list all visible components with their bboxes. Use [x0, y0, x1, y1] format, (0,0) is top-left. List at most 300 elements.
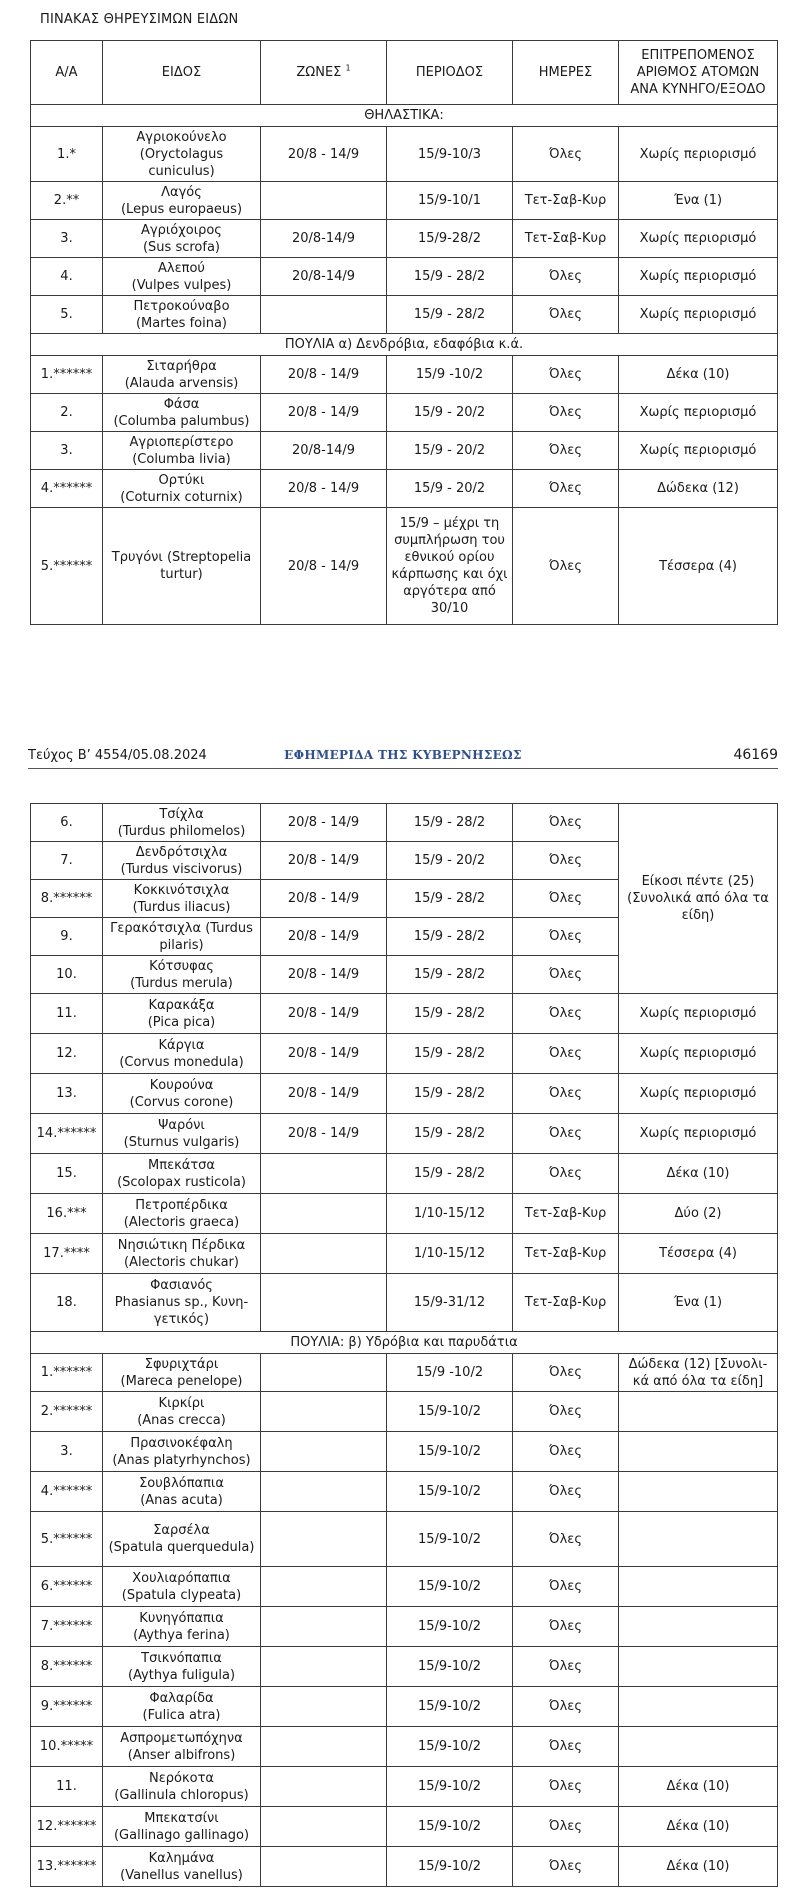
species-latin-name: (Vulpes vulpes) [131, 277, 232, 293]
zones-cell [261, 296, 387, 334]
zones-cell [261, 1392, 387, 1432]
allowed-cell [619, 1647, 778, 1687]
table-row [31, 1847, 778, 1887]
period-cell: 15/9-28/2 [387, 220, 513, 258]
species-common-name: Κάργια [158, 1037, 205, 1053]
row-number: 5. [31, 296, 103, 334]
zones-cell: 20/8 - 14/9 [261, 508, 387, 625]
species-latin-name: (Alectoris graeca) [123, 1214, 240, 1230]
species-latin-name: (Turdus iliacus) [132, 899, 231, 915]
period-cell: 15/9 -10/2 [387, 356, 513, 394]
days-cell: Όλες [513, 1354, 619, 1392]
zones-cell [261, 1472, 387, 1512]
table-row [31, 394, 778, 432]
allowed-cell: Ένα (1) [619, 182, 778, 220]
allowed-cell: Χωρίς περιορισμό [619, 220, 778, 258]
days-cell: Όλες [513, 1847, 619, 1887]
header-aa: Α/Α [31, 41, 103, 105]
days-cell: Όλες [513, 1432, 619, 1472]
species-cell [103, 1807, 261, 1847]
allowed-cell: Δώδεκα (12) [619, 470, 778, 508]
species-latin-name: (Alectoris chukar) [124, 1254, 239, 1270]
species-latin-name: (Lepus europaeus) [120, 201, 243, 217]
zones-cell [261, 1647, 387, 1687]
species-latin-name: turtur) [160, 567, 203, 582]
table-row [31, 508, 778, 625]
days-cell: Όλες [513, 956, 619, 994]
species-latin-name: (Sturnus vulgaris) [123, 1134, 240, 1150]
species-common-name: Σφυριχτάρι [144, 1356, 219, 1372]
zones-cell: 20/8 - 14/9 [261, 356, 387, 394]
days-cell: Τετ-Σαβ-Κυρ [513, 220, 619, 258]
species-cell [103, 880, 261, 918]
table-row [31, 470, 778, 508]
allowed-cell: Δέκα (10) [619, 1807, 778, 1847]
species-common-name: Δενδρότσιχλα [135, 844, 228, 860]
allowed-cell: Ένα (1) [619, 1274, 778, 1332]
species-cell [103, 1392, 261, 1432]
species-common-name: Ψαρόνι [158, 1117, 205, 1133]
zones-cell: 20/8 - 14/9 [261, 394, 387, 432]
allowed-cell: Χωρίς περιορισμό [619, 127, 778, 182]
species-latin-name: Phasianus sp., Κυνη-γετικός) [114, 1295, 249, 1327]
species-common-name: Φάσα [163, 396, 200, 412]
days-cell: Όλες [513, 394, 619, 432]
species-latin-name: (Corvus monedula) [119, 1054, 244, 1070]
days-cell: Όλες [513, 804, 619, 842]
zones-cell [261, 1727, 387, 1767]
table-row [31, 1392, 778, 1432]
period-cell: 15/9-10/2 [387, 1807, 513, 1847]
zones-cell [261, 182, 387, 220]
row-number: 11. [31, 994, 103, 1034]
page-number: 46169 [733, 747, 778, 763]
row-number: 1.* [31, 127, 103, 182]
species-latin-name: (Coturnix coturnix) [120, 489, 243, 505]
zones-cell: 20/8 - 14/9 [261, 1074, 387, 1114]
table-row [31, 1114, 778, 1154]
row-number: 2.** [31, 182, 103, 220]
zones-cell: 20/8 - 14/9 [261, 842, 387, 880]
species-cell [103, 1274, 261, 1332]
row-number: 7.****** [31, 1607, 103, 1647]
table-row [31, 220, 778, 258]
species-common-name: Κοκκινότσιχλα [133, 882, 230, 898]
days-cell: Όλες [513, 1034, 619, 1074]
days-cell: Όλες [513, 1687, 619, 1727]
table-row [31, 1647, 778, 1687]
allowed-cell [619, 1607, 778, 1647]
row-number: 6.****** [31, 1567, 103, 1607]
zones-cell: 20/8-14/9 [261, 432, 387, 470]
period-cell: 15/9 - 20/2 [387, 470, 513, 508]
period-cell: 15/9-10/2 [387, 1607, 513, 1647]
period-cell: 15/9-10/2 [387, 1647, 513, 1687]
zones-cell: 20/8 - 14/9 [261, 880, 387, 918]
section-birds-b: ΠΟΥΛΙΑ: β) Υδρόβια και παρυδάτια [31, 1332, 778, 1354]
species-cell [103, 182, 261, 220]
days-cell: Όλες [513, 356, 619, 394]
row-number: 8.****** [31, 880, 103, 918]
table-row [31, 994, 778, 1034]
days-cell: Όλες [513, 1074, 619, 1114]
period-cell: 15/9 - 28/2 [387, 956, 513, 994]
species-latin-name: (Anas platyrhynchos) [112, 1452, 251, 1468]
species-common-name: Μπεκατσίνι [144, 1810, 219, 1826]
section-birds-a: ΠΟΥΛΙΑ α) Δενδρόβια, εδαφόβια κ.ά. [31, 334, 778, 356]
species-common-name: Καλημάνα [148, 1850, 215, 1866]
zones-cell: 20/8 - 14/9 [261, 956, 387, 994]
period-cell: 15/9 – μέχρι τη συμπλήρωση του εθνικού ορίου κάρπωσης και όχι αργότερα από 30/10 [387, 508, 513, 625]
species-common-name: Τσίχλα [159, 806, 204, 822]
species-cell [103, 1114, 261, 1154]
species-latin-name: (Corvus corone) [129, 1094, 234, 1110]
species-common-name: Λαγός [161, 184, 202, 200]
species-cell [103, 1074, 261, 1114]
zones-cell [261, 1687, 387, 1727]
allowed-cell [619, 1567, 778, 1607]
allowed-cell: Χωρίς περιορισμό [619, 258, 778, 296]
period-cell: 15/9 - 20/2 [387, 432, 513, 470]
species-cell [103, 432, 261, 470]
species-cell [103, 956, 261, 994]
period-cell: 15/9-10/1 [387, 182, 513, 220]
period-cell: 15/9 - 28/2 [387, 1154, 513, 1194]
document-title: ΠΙΝΑΚΑΣ ΘΗΡΕΥΣΙΜΩΝ ΕΙΔΩΝ [40, 12, 239, 27]
species-latin-name: (Gallinula chloropus) [114, 1787, 249, 1803]
table-row [31, 182, 778, 220]
zones-cell [261, 1807, 387, 1847]
species-latin-name: (Anas crecca) [137, 1412, 226, 1428]
days-cell: Τετ-Σαβ-Κυρ [513, 182, 619, 220]
row-number: 2. [31, 394, 103, 432]
header-species: ΕΙΔΟΣ [103, 41, 261, 105]
period-cell: 15/9 - 20/2 [387, 394, 513, 432]
species-cell [103, 1727, 261, 1767]
days-cell: Όλες [513, 1647, 619, 1687]
table-row [31, 258, 778, 296]
game-species-table-part-1 [30, 40, 778, 625]
species-cell [103, 1567, 261, 1607]
species-common-name: Τρυγόνι (Streptopelia [111, 550, 252, 565]
row-number: 2.****** [31, 1392, 103, 1432]
allowed-cell [619, 1727, 778, 1767]
zones-cell [261, 1354, 387, 1392]
zones-cell [261, 1512, 387, 1567]
species-cell [103, 994, 261, 1034]
header-zones [261, 41, 387, 105]
table-row [31, 1274, 778, 1332]
species-common-name: Αλεπού [158, 260, 205, 276]
species-cell [103, 1607, 261, 1647]
header-allowed: ΕΠΙΤΡΕΠΟΜΕΝΟΣ ΑΡΙΘΜΟΣ ΑΤΟΜΩΝ ΑΝΑ ΚΥΝΗΓΟ/ΕΞΟΔΟ [619, 41, 778, 105]
species-common-name: Νησιώτικη Πέρδικα [117, 1237, 246, 1253]
period-cell: 15/9-10/2 [387, 1567, 513, 1607]
species-cell [103, 1687, 261, 1727]
species-latin-name: (Scolopax rusticola) [117, 1174, 246, 1190]
days-cell: Όλες [513, 1567, 619, 1607]
period-cell: 15/9 - 28/2 [387, 880, 513, 918]
row-number: 8.****** [31, 1647, 103, 1687]
row-number: 1.****** [31, 1354, 103, 1392]
zones-cell: 20/8 - 14/9 [261, 1034, 387, 1074]
row-number: 13.****** [31, 1847, 103, 1887]
allowed-cell: Δώδεκα (12) [Συνολι-κά από όλα τα είδη] [619, 1354, 778, 1392]
zones-cell: 20/8-14/9 [261, 220, 387, 258]
table-row [31, 1034, 778, 1074]
species-common-name: Μπεκάτσα [148, 1157, 215, 1173]
period-cell: 15/9 - 28/2 [387, 994, 513, 1034]
row-number: 11. [31, 1767, 103, 1807]
table-row [31, 1607, 778, 1647]
days-cell: Όλες [513, 1807, 619, 1847]
table-row [31, 1194, 778, 1234]
allowed-cell: Χωρίς περιορισμό [619, 1034, 778, 1074]
days-cell: Τετ-Σαβ-Κυρ [513, 1194, 619, 1234]
row-number: 1.****** [31, 356, 103, 394]
species-cell [103, 1354, 261, 1392]
period-cell: 15/9 - 28/2 [387, 296, 513, 334]
species-latin-name: pilaris) [159, 937, 204, 953]
species-common-name: Πετροπέρδικα [135, 1197, 228, 1213]
period-cell: 15/9-10/3 [387, 127, 513, 182]
period-cell: 15/9 - 28/2 [387, 258, 513, 296]
species-common-name: Κιρκίρι [158, 1395, 205, 1411]
period-cell: 15/9-10/2 [387, 1472, 513, 1512]
days-cell: Όλες [513, 1114, 619, 1154]
species-latin-name: (Aythya ferina) [133, 1627, 230, 1643]
days-cell: Όλες [513, 918, 619, 956]
days-cell: Όλες [513, 470, 619, 508]
table-row [31, 1472, 778, 1512]
species-common-name: Ορτύκι [158, 472, 205, 488]
table-row [31, 1807, 778, 1847]
species-common-name: Χουλιαρόπαπια [132, 1570, 231, 1586]
row-number: 4.****** [31, 1472, 103, 1512]
species-cell [103, 1432, 261, 1472]
species-common-name: Φασιανός [150, 1278, 213, 1293]
species-cell [103, 918, 261, 956]
allowed-cell: Είκοσι πέντε (25) (Συνολικά από όλα τα είδη) [619, 804, 778, 994]
gazette-title: ΕΦΗΜΕΡΙΔΑ ΤΗΣ ΚΥΒΕΡΝΗΣΕΩΣ [284, 748, 522, 762]
game-species-table-part-2 [30, 803, 778, 1887]
allowed-cell: Χωρίς περιορισμό [619, 994, 778, 1034]
row-number: 3. [31, 1432, 103, 1472]
period-cell: 15/9 - 20/2 [387, 842, 513, 880]
days-cell: Τετ-Σαβ-Κυρ [513, 1234, 619, 1274]
days-cell: Όλες [513, 508, 619, 625]
species-latin-name: (Turdus merula) [130, 975, 233, 991]
days-cell: Τετ-Σαβ-Κυρ [513, 1274, 619, 1332]
species-common-name: Σαρσέλα [153, 1523, 210, 1538]
zones-cell: 20/8 - 14/9 [261, 918, 387, 956]
header-period: ΠΕΡΙΟΔΟΣ [387, 41, 513, 105]
species-latin-name: (Aythya fuligula) [127, 1667, 236, 1683]
row-number: 13. [31, 1074, 103, 1114]
period-cell: 15/9-31/12 [387, 1274, 513, 1332]
species-latin-name: (Oryctolagus cuniculus) [139, 146, 224, 179]
days-cell: Όλες [513, 1512, 619, 1567]
species-common-name: Κυνηγόπαπια [139, 1610, 224, 1626]
row-number: 9.****** [31, 1687, 103, 1727]
zones-cell [261, 1767, 387, 1807]
allowed-cell: Δέκα (10) [619, 356, 778, 394]
row-number: 5.****** [31, 1512, 103, 1567]
species-common-name: Τσικνόπαπια [141, 1650, 222, 1666]
species-latin-name: (Turdus philomelos) [117, 823, 246, 839]
species-common-name: Σιταρήθρα [146, 358, 217, 374]
row-number: 10.***** [31, 1727, 103, 1767]
zones-cell [261, 1194, 387, 1234]
allowed-cell [619, 1432, 778, 1472]
zones-cell [261, 1847, 387, 1887]
zones-cell: 20/8 - 14/9 [261, 127, 387, 182]
species-cell [103, 127, 261, 182]
row-number: 3. [31, 432, 103, 470]
days-cell: Όλες [513, 1727, 619, 1767]
row-number: 7. [31, 842, 103, 880]
zones-cell [261, 1567, 387, 1607]
section-row [31, 105, 778, 127]
period-cell: 15/9 - 28/2 [387, 918, 513, 956]
species-cell [103, 394, 261, 432]
days-cell: Όλες [513, 258, 619, 296]
species-cell [103, 296, 261, 334]
row-number: 3. [31, 220, 103, 258]
species-common-name: Πρασινοκέφαλη [130, 1435, 233, 1451]
species-common-name: Πετροκούναβο [133, 298, 230, 314]
species-common-name: Κουρούνα [149, 1077, 214, 1093]
period-cell: 15/9-10/2 [387, 1687, 513, 1727]
table-row [31, 1687, 778, 1727]
species-cell [103, 508, 261, 625]
period-cell: 15/9-10/2 [387, 1727, 513, 1767]
days-cell: Όλες [513, 1607, 619, 1647]
species-latin-name: (Anas acuta) [140, 1492, 223, 1508]
species-common-name: Καρακάξα [148, 997, 215, 1013]
table-row [31, 356, 778, 394]
species-common-name: Γερακότσιχλα (Turdus [110, 920, 253, 936]
period-cell: 15/9-10/2 [387, 1512, 513, 1567]
table-row [31, 1727, 778, 1767]
zones-cell: 20/8 - 14/9 [261, 994, 387, 1034]
species-common-name: Αγριοκούνελο [136, 129, 227, 145]
species-latin-name: (Columba livia) [132, 451, 231, 467]
row-number: 14.****** [31, 1114, 103, 1154]
table-row [31, 1234, 778, 1274]
zones-cell [261, 1274, 387, 1332]
species-cell [103, 1767, 261, 1807]
allowed-cell: Δέκα (10) [619, 1847, 778, 1887]
days-cell: Όλες [513, 994, 619, 1034]
allowed-cell: Δέκα (10) [619, 1154, 778, 1194]
table-row [31, 1567, 778, 1607]
table-row [31, 1767, 778, 1807]
row-number: 4.****** [31, 470, 103, 508]
days-cell: Όλες [513, 127, 619, 182]
row-number: 18. [31, 1274, 103, 1332]
header-zones-label: ΖΩΝΕΣ [296, 65, 342, 80]
period-cell: 15/9 - 28/2 [387, 1034, 513, 1074]
table-row [31, 127, 778, 182]
species-latin-name: (Turdus viscivorus) [120, 861, 243, 877]
section-row [31, 1332, 778, 1354]
row-number: 16.*** [31, 1194, 103, 1234]
row-number: 5.****** [31, 508, 103, 625]
species-cell [103, 470, 261, 508]
allowed-cell [619, 1512, 778, 1567]
species-common-name: Ασπρομετωπόχηνα [120, 1730, 243, 1746]
allowed-cell: Χωρίς περιορισμό [619, 394, 778, 432]
period-cell: 15/9-10/2 [387, 1432, 513, 1472]
period-cell: 15/9-10/2 [387, 1392, 513, 1432]
days-cell: Όλες [513, 1767, 619, 1807]
table-row [31, 432, 778, 470]
table-row [31, 804, 778, 842]
allowed-cell: Χωρίς περιορισμό [619, 1074, 778, 1114]
days-cell: Όλες [513, 842, 619, 880]
species-latin-name: (Mareca penelope) [120, 1373, 243, 1389]
species-cell [103, 1154, 261, 1194]
row-number: 12. [31, 1034, 103, 1074]
table-row [31, 1432, 778, 1472]
species-cell [103, 356, 261, 394]
row-number: 10. [31, 956, 103, 994]
species-cell [103, 804, 261, 842]
species-common-name: Αγριοπερίστερο [129, 434, 234, 450]
species-latin-name: (Vanellus vanellus) [120, 1867, 243, 1883]
allowed-cell [619, 1392, 778, 1432]
allowed-cell: Τέσσερα (4) [619, 508, 778, 625]
header-days: ΗΜΕΡΕΣ [513, 41, 619, 105]
table-row [31, 1512, 778, 1567]
species-cell [103, 1847, 261, 1887]
period-cell: 1/10-15/12 [387, 1194, 513, 1234]
row-number: 9. [31, 918, 103, 956]
period-cell: 15/9 - 28/2 [387, 1114, 513, 1154]
species-cell [103, 220, 261, 258]
species-latin-name: (Spatula querquedula) [108, 1540, 255, 1555]
running-header [28, 748, 778, 769]
table-row [31, 1154, 778, 1194]
section-row [31, 334, 778, 356]
header-zones-footnote: 1 [345, 63, 351, 73]
zones-cell: 20/8 - 14/9 [261, 1114, 387, 1154]
period-cell: 15/9-10/2 [387, 1847, 513, 1887]
zones-cell [261, 1432, 387, 1472]
days-cell: Όλες [513, 1154, 619, 1194]
zones-cell: 20/8 - 14/9 [261, 804, 387, 842]
species-latin-name: (Alauda arvensis) [124, 375, 239, 391]
species-latin-name: (Anser albifrons) [127, 1747, 236, 1763]
species-cell [103, 1512, 261, 1567]
row-number: 12.****** [31, 1807, 103, 1847]
period-cell: 15/9 - 28/2 [387, 804, 513, 842]
species-common-name: Νερόκοτα [149, 1770, 214, 1786]
species-cell [103, 1034, 261, 1074]
species-common-name: Κότσυφας [149, 958, 214, 974]
days-cell: Όλες [513, 1472, 619, 1512]
period-cell: 15/9 -10/2 [387, 1354, 513, 1392]
species-cell [103, 1194, 261, 1234]
species-latin-name: (Sus scrofa) [142, 239, 221, 255]
species-common-name: Αγριόχοιρος [141, 222, 222, 238]
period-cell: 15/9 - 28/2 [387, 1074, 513, 1114]
species-common-name: Φαλαρίδα [149, 1690, 214, 1706]
header-row [31, 41, 778, 105]
allowed-cell: Χωρίς περιορισμό [619, 432, 778, 470]
allowed-cell: Τέσσερα (4) [619, 1234, 778, 1274]
